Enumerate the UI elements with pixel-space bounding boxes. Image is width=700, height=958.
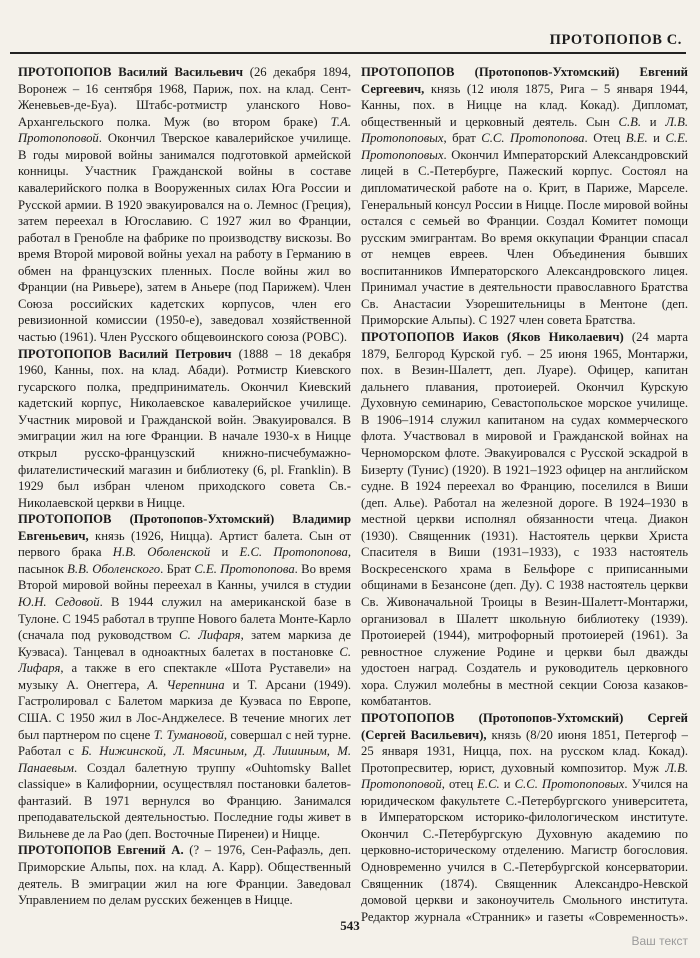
- dictionary-entry: [18, 842, 351, 908]
- entry-text: князь (12 июля 1875, Рига – 5 января 1944, Канны, пох. в Ницце на клад. Кокад). Дипломат, общественный и церковный деятель. Сын: [361, 81, 688, 129]
- entry-text: и: [499, 777, 515, 792]
- entry-text: (24 марта 1879, Белгород Курской губ. – 25 июня 1965, Монтаржи, пох. в Везин-Шалетт, деп. Луаре). Офицер, капитан дальнего плавания, протоиерей. Окончил Курскую Духовную семинарию, Севастопольское морское училище. В 1906–1914 служил капитаном на судах коммерческого флота. Участвовал в мировой и Гражданской войнах на Черноморском флоте. Эвакуировался с Русской эскадрой в Бизерту (Тунис) (1920). В 1921–1923 офицер на английском судне. В 1924 переехал во Францию, поселился в Виши (деп. Алье). Работал на железной дороге. В 1924–1930 в местной церкви исполнял обязанности чтеца. Диакон (1930). Священник (1931). Настоятель церкви Христа Спасителя в Виши (1931–1933), с 1933 настоятель Воскресенского храма в Бельфоре с приписанными общинами в Безансоне (деп. Ду). С 1938 настоятель церкви Св. Живоначальной Троицы в Везин-Шалетт-Монтаржи, организовал в Шалетт школьную библиотеку (1939). Протоиерей (1944), митрофорный протоиерей (1961). За ревностное служение Родине и церкви был дважды удостоен наград. Создатель и руководитель церковного хора. Служил молебны в местной секции Союза казаков-комбатантов.: [361, 330, 688, 709]
- entry-text: и: [210, 545, 240, 560]
- entry-italic-reference: Н.В. Оболенской: [112, 545, 211, 560]
- entry-headword: ПРОТОПОПОВ Евгений А.: [18, 843, 184, 858]
- entry-text: князь (1926, Ницца). Артист балета. Сын от первого брака: [18, 528, 351, 560]
- entry-text: , брат: [443, 131, 482, 146]
- page-number: 543: [340, 918, 360, 933]
- entry-text: , а также в его спектакле «Шота Руставели» на музыку А. Онеггера,: [18, 661, 351, 692]
- entry-italic-reference: С.В.: [618, 114, 642, 129]
- entry-text: и: [641, 114, 666, 129]
- right-column: [361, 64, 688, 924]
- entry-italic-reference: В.В. Оболенского: [67, 561, 161, 576]
- entry-italic-reference: Ю.Н. Седовой: [18, 595, 100, 609]
- entry-text: , совершал с ней турне. Работал с: [18, 727, 351, 759]
- entry-headword: ПРОТОПОПОВ Василий Васильевич: [18, 65, 243, 79]
- entry-italic-reference: С. Лифаря: [179, 628, 241, 643]
- dictionary-entry: [18, 346, 351, 512]
- dictionary-entry: [361, 64, 688, 329]
- entry-italic-reference: Е.С.: [477, 777, 500, 792]
- entry-italic-reference: С.Е. Протопоповых: [361, 131, 688, 162]
- entry-text: . Отец: [584, 131, 626, 146]
- dictionary-entry: [361, 329, 688, 710]
- entry-text: , пасынок: [18, 545, 351, 576]
- entry-italic-reference: Л.В. Протопоповой: [361, 760, 688, 792]
- entry-italic-reference: Л.В. Протопоповых: [361, 114, 688, 146]
- entry-headword: ПРОТОПОПОВ (Протопопов-Ухтомский) Сергей (Сергей Васильевич),: [361, 710, 688, 742]
- entry-text: . Брат: [160, 561, 195, 576]
- dictionary-entry: [18, 64, 351, 346]
- entry-text: . Во время Второй мировой войны переехал в Канны, учился в студии: [18, 561, 351, 593]
- entry-text: . Окончил Императорский Александровский лицей в С.-Петербурге, Пажеский корпус. Состоял на дипломатической работе на о. Крит, в Париже, Марселе. Генеральный консул России в Ницце. После мировой войны остался с семьей во Франции. Создал Комитет помощи русским эмигрантам. Во время оккупации Франции спасал от немцев евреев. Член Объединения бывших воспитанников Императорского Александровского лицея. Принимал участие в деятельности православного Братства Св. Анастасии Узорешительницы в Ментоне (деп. Приморские Альпы). С 1927 член совета Братства.: [361, 147, 688, 328]
- watermark-text: Ваш текст: [631, 934, 688, 948]
- entry-headword: ПРОТОПОПОВ (Протопопов-Ухтомский) Евгений Сергеевич,: [361, 65, 688, 96]
- entry-italic-reference: С. Лифаря: [18, 644, 351, 676]
- entry-italic-reference: В.Е.: [625, 131, 648, 146]
- entry-text: . Окончил Тверское кавалерийское училище. В годы мировой войны занимался подготовкой армейской конницы. Участник Гражданской войны в составе кавалерийского полка в Вооруженных силах Юга России и Русской армии. В 1920 эвакуировался на о. Лемнос (Греция), затем переехал в Югославию. С 1927 жил во Франции, работал в Гренобле на фабрике по производству вискозы. Во время Второй мировой войны уехал на работу в Германию в обмен на французских пленных. После войны жил во Франции (на Ривьере), затем в Аньере (под Парижем). Член Союза российских кадетских корпусов, член его ревизионной комиссии (1950-е), заведовал хозяйственной частью (1961). Член Русского общевоинского союза (РОВС).: [18, 131, 351, 344]
- left-column: [18, 64, 351, 924]
- entry-text: . Учился на юридическом факультете С.-Петербургского университета, в Императорском историко-филологическом институте. Окончил С.-Петербургскую Духовную академию по церковно-историческому отделению. Магистр богословия. Одновременно учился в С.-Петербургской консерватории. Священник (1874). Священник Александро-Невской домовой церкви и законоучитель Смольного института. Редактор журнала «Странник» и газеты «Современность».: [361, 777, 688, 924]
- running-head-title: ПРОТОПОПОВ С.: [549, 32, 682, 48]
- entry-italic-reference: С.Е. Протопопова: [194, 561, 295, 576]
- entry-italic-reference: С.С. Протопопова: [481, 131, 585, 146]
- dictionary-entry: [18, 511, 351, 842]
- entry-headword: ПРОТОПОПОВ Иаков (Яков Николаевич): [361, 330, 624, 344]
- entry-text: . В 1944 служил на американской базе в Тулоне. С 1945 работал в труппе Нового балета Монте-Карло (сначала под руководством: [18, 595, 351, 643]
- entry-italic-reference: Б. Нижинской, Л. Мясиным, Д. Лишиным, М. Панаевым: [18, 744, 351, 775]
- entry-text: и Т. Арсани (1949). Гастролировал с Балетом маркиза де Куэваса по Европе, США. С 1950 жил в Лос-Анджелесе. В течение многих лет был партнером по сцене: [18, 677, 351, 742]
- entry-text: князь (8/20 июня 1851, Петергоф – 25 января 1931, Ницца, пох. на русском клад. Кокад). Протопресвитер, юрист, духовный композитор. Муж: [361, 727, 688, 775]
- dictionary-entry: [361, 710, 688, 924]
- entry-text: (? – 1976, Сен-Рафаэль, деп. Приморские Альпы, пох. на клад. А. Карр). Общественный деятель. В эмиграции жил на юге Франции. Заведовал Управлением по делам русских беженцев в Ницце.: [18, 843, 351, 908]
- entry-text: . Создал балетную труппу «Ouhtomsky Ballet classique» в Калифорнии, осуществлял постановки балетов-фантазий. В 1971 вернулся во Францию. Занимался преподавательской деятельностью. Последние годы живет в Вильневе де ла Рао (деп. Восточные Пиренеи) и Ницце.: [18, 760, 351, 841]
- entry-italic-reference: Т.А. Протопоповой: [18, 114, 351, 146]
- entry-italic-reference: Т. Тумановой: [153, 727, 224, 742]
- entry-text: и: [647, 131, 666, 146]
- entry-headword: ПРОТОПОПОВ (Протопопов-Ухтомский) Владимир Евгеньевич,: [18, 512, 351, 543]
- entry-text: (1888 – 18 декабря 1960, Канны, пох. на клад. Абади). Ротмистр Киевского гусарского полка, предприниматель. Окончил Киевский кадетский корпус, Николаевское кавалерийское училище. Участник мировой и Гражданской войн. Эвакуировался. В эмиграции жил на юге Франции. В начале 1930-х в Ницце открыл русско-французский книжно-писчебумажно-филателистический магазин и библиотеку (6, pl. Franklin). В 1929 был избран членом приходского совета Св.-Николаевской церкви в Ницце.: [18, 346, 351, 510]
- entry-text: (26 декабря 1894, Воронеж – 16 сентября 1968, Париж, пох. на клад. Сент-Женевьев-де-Буа). Штабс-ротмистр уланского Ново-Архангельского полка. Муж (во втором браке): [18, 65, 351, 129]
- entry-italic-reference: А. Черепнина: [147, 677, 225, 692]
- entry-headword: ПРОТОПОПОВ Василий Петрович: [18, 346, 232, 361]
- running-header: [10, 28, 686, 54]
- entry-text: , отец: [441, 777, 478, 792]
- entry-text: , затем маркиза де Куэваса). Танцевал в одноактных балетах в постановке: [18, 628, 351, 659]
- entry-italic-reference: С.С. Протопоповых: [514, 777, 625, 792]
- entry-italic-reference: Е.С. Протопопова: [239, 545, 348, 560]
